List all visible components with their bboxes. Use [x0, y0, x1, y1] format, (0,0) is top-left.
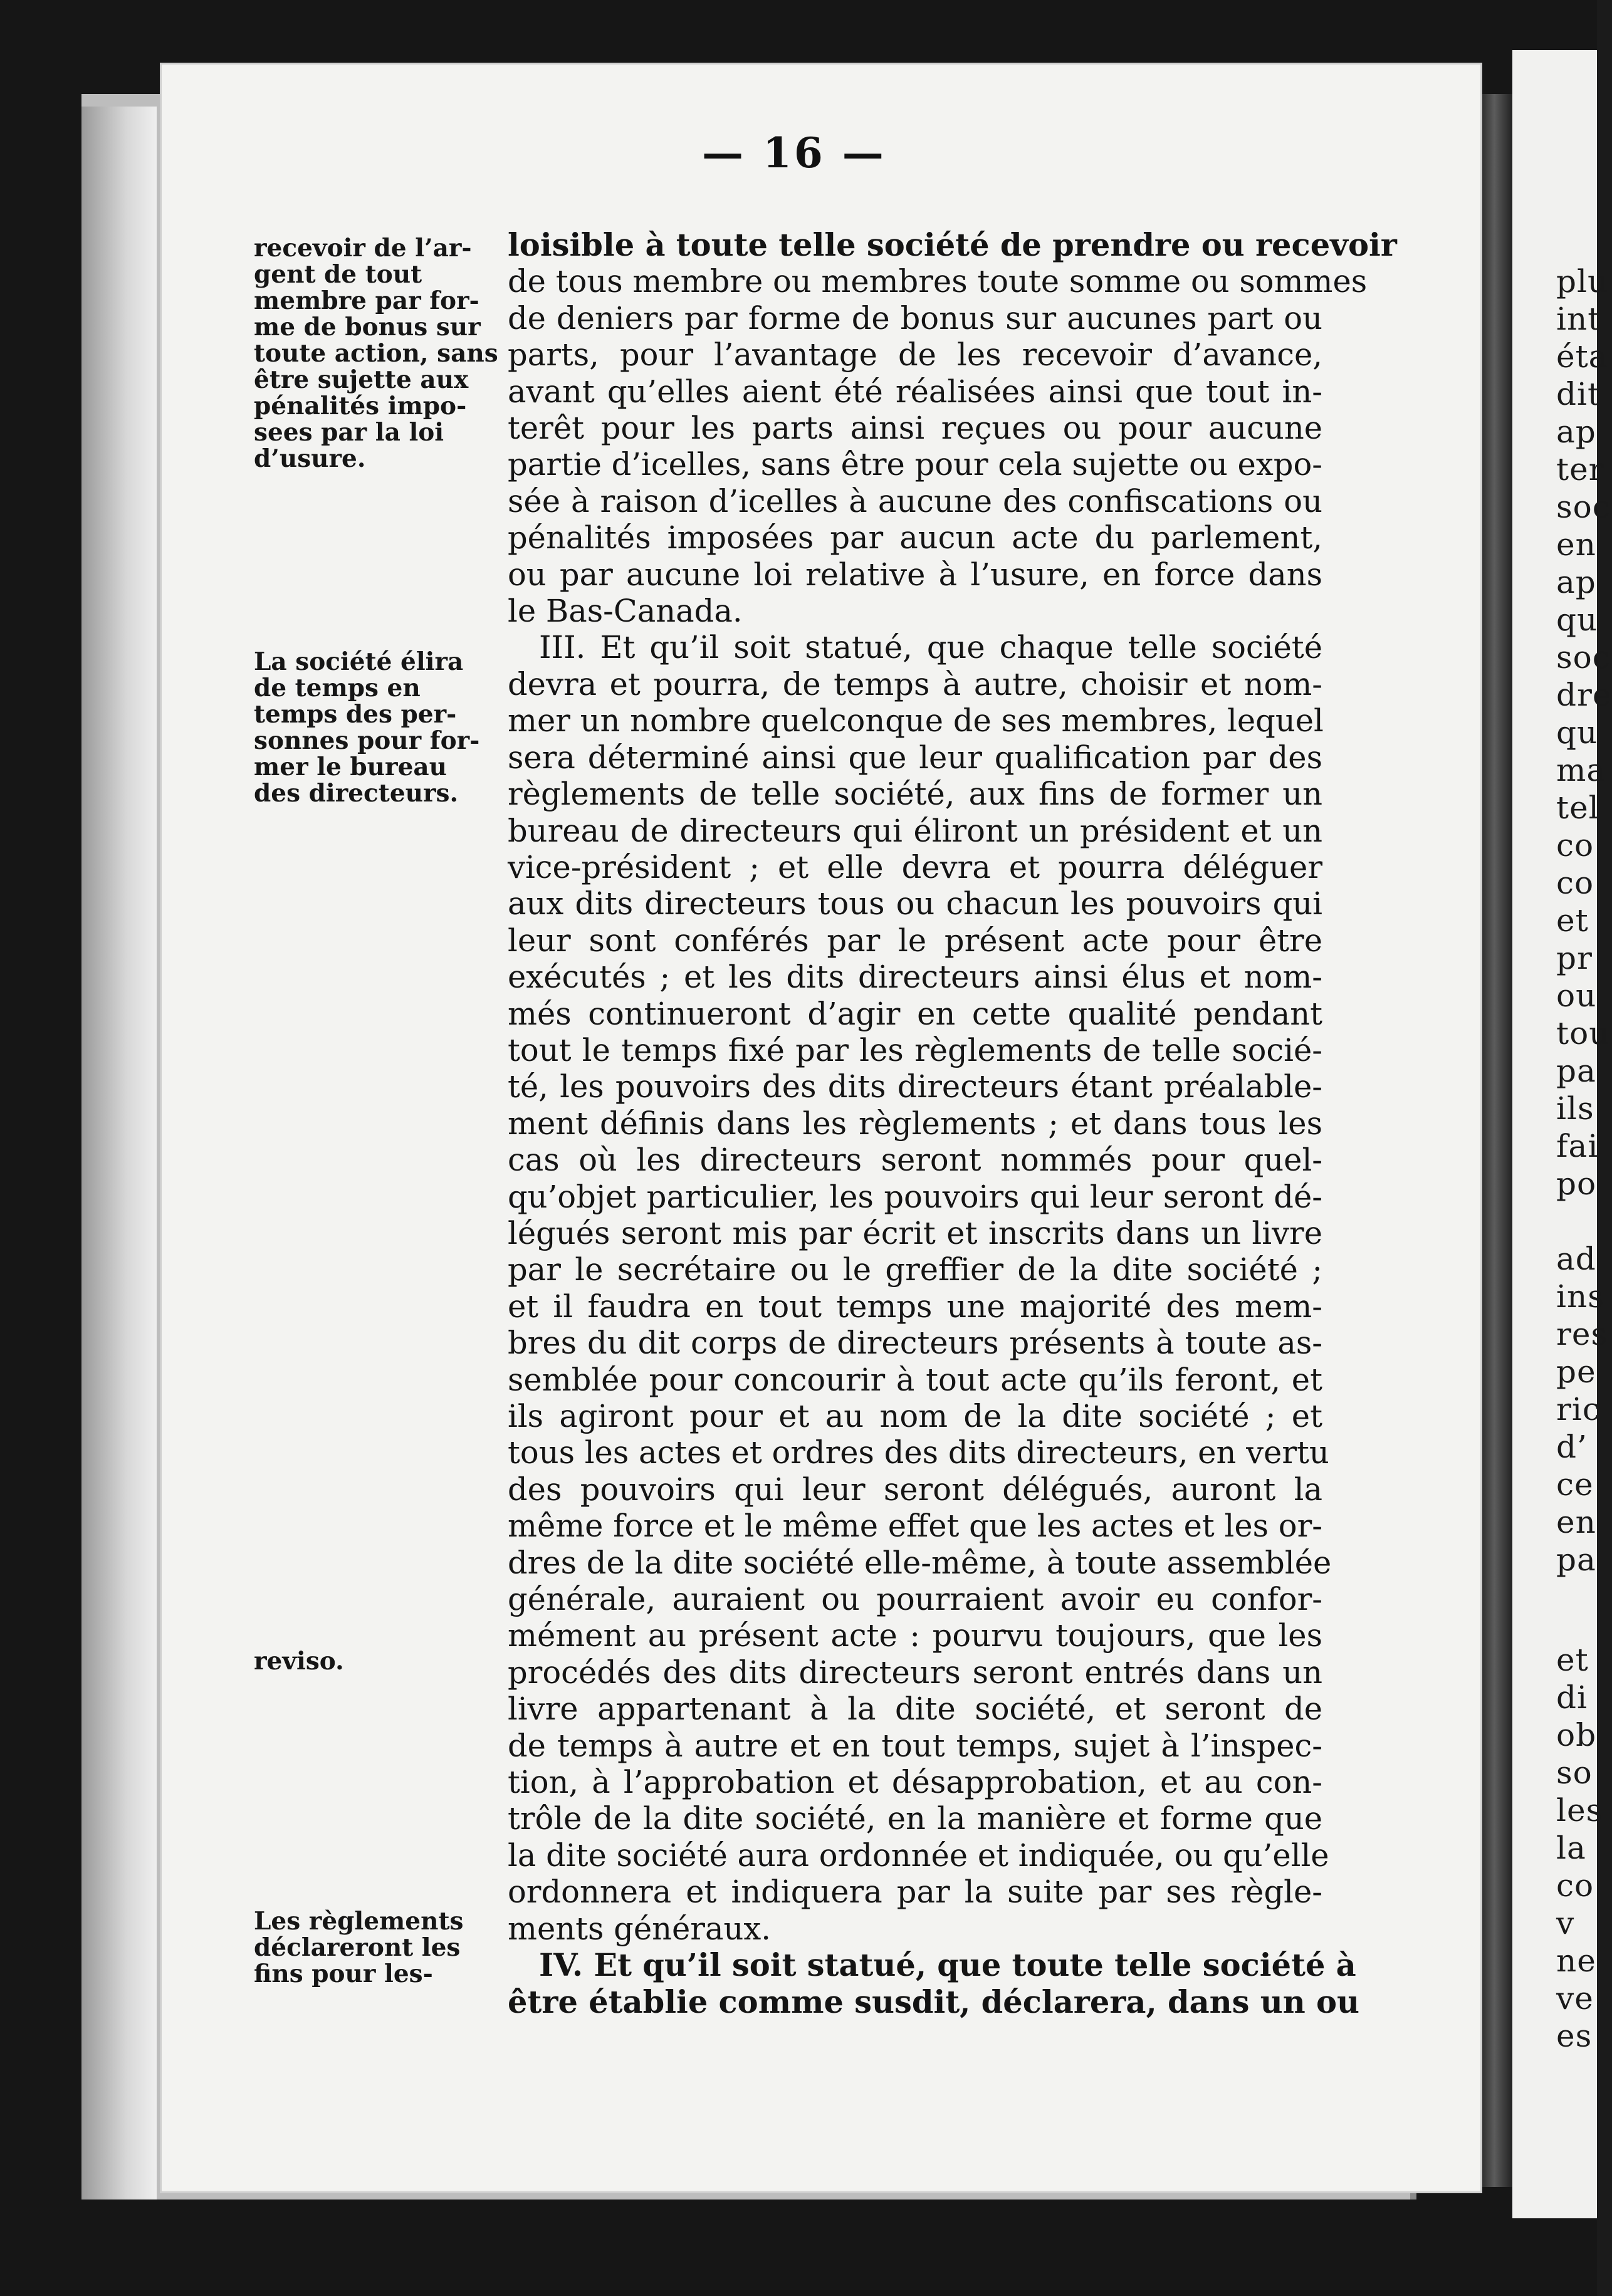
body-line: mer un nombre quelconque de ses membres, lequel — [508, 702, 1324, 739]
body-line: té, les pouvoirs des dits directeurs étant préalable- — [508, 1068, 1322, 1105]
facing-page-fragment: dit — [1556, 376, 1601, 412]
facing-page-fragment: et — [1556, 1642, 1589, 1678]
facing-page-fragment: ou — [1556, 978, 1597, 1014]
body-line: exécutés ; et les dits directeurs ainsi élus et nom- — [508, 959, 1322, 996]
facing-page-fragment: po — [1556, 1166, 1597, 1202]
margin-note-line: mer le bureau — [254, 753, 447, 781]
facing-page-fragment: res — [1556, 1316, 1608, 1352]
margin-note-line: recevoir de l’ar- — [254, 234, 472, 263]
body-line: ments généraux. — [508, 1910, 772, 1947]
margin-note-line: La société élira — [254, 647, 464, 676]
margin-note-line: reviso. — [254, 1647, 344, 1676]
facing-page-fragment: pa — [1556, 1542, 1596, 1578]
body-line: semblée pour concourir à tout acte qu’ils feront, et — [508, 1361, 1322, 1398]
margin-note-line: me de bonus sur — [254, 313, 481, 342]
margin-note-line: sees par la loi — [254, 418, 444, 447]
body-line: sée à raison d’icelles à aucune des confiscations ou — [508, 483, 1322, 519]
margin-note-directors — [254, 649, 486, 806]
facing-page-fragment: ils — [1556, 1090, 1594, 1127]
facing-page-fragment: co — [1556, 827, 1594, 864]
facing-page-fragment: pr — [1556, 940, 1593, 976]
margin-note-line: des directeurs. — [254, 779, 459, 808]
body-line: més continueront d’agir en cette qualité pendant — [508, 995, 1322, 1032]
body-line: parts, pour l’avantage de les recevoir d’avance, — [508, 337, 1322, 373]
body-line: pénalités imposées par aucun acte du parlement, — [508, 519, 1322, 556]
body-line: bres du dit corps de directeurs présents à toute as- — [508, 1325, 1322, 1362]
facing-page-fragment: int — [1556, 301, 1601, 337]
facing-page — [1512, 50, 1612, 2218]
body-line: par le secrétaire ou le greffier de la dite société ; — [508, 1251, 1322, 1288]
facing-page-fragment: ob — [1556, 1717, 1597, 1753]
facing-page-fragment: co — [1556, 865, 1594, 901]
facing-page-fragment: les — [1556, 1792, 1603, 1829]
facing-page-fragment: soc — [1556, 489, 1611, 525]
body-line: procédés des dits directeurs seront entrés dans un — [508, 1654, 1322, 1691]
body-line: avant qu’elles aient été réalisées ainsi que tout in- — [508, 373, 1322, 410]
body-line: de temps à autre et en tout temps, sujet à l’inspec- — [508, 1727, 1322, 1764]
body-line: III. Et qu’il soit statué, que chaque telle société — [539, 629, 1322, 666]
body-line: IV. Et qu’il soit statué, que toute telle société à — [539, 1947, 1356, 1984]
facing-page-fragment: la — [1556, 1830, 1586, 1866]
body-line: trôle de la dite société, en la manière et forme que — [508, 1800, 1322, 1837]
margin-note-line: de temps en — [254, 674, 421, 702]
margin-note-line: être sujette aux — [254, 365, 469, 394]
body-line: de deniers par forme de bonus sur aucunes part ou — [508, 300, 1322, 337]
facing-page-fragment: dre — [1556, 677, 1612, 713]
facing-page-fragment: éta — [1556, 338, 1608, 375]
body-line: dres de la dite société elle-même, à toute assemblée — [508, 1544, 1332, 1581]
body-line: mément au présent acte : pourvu toujours, que les — [508, 1617, 1322, 1654]
facing-page-fragment: ad — [1556, 1241, 1596, 1277]
facing-page-fragment: en — [1556, 526, 1596, 563]
facing-page-fragment: ins — [1556, 1278, 1604, 1315]
facing-page-fragment: ap — [1556, 414, 1596, 450]
body-line: tous les actes et ordres des dits directeurs, en vertu — [508, 1434, 1329, 1471]
margin-note-bonus — [254, 234, 498, 473]
facing-page-fragment: qu — [1556, 602, 1598, 638]
body-line: le Bas-Canada. — [508, 593, 743, 630]
margin-note-line: temps des per- — [254, 700, 457, 729]
margin-note-proviso — [254, 1648, 486, 1674]
facing-page-fragment: en — [1556, 1504, 1596, 1540]
body-line: légués seront mis par écrit et inscrits dans un livre — [508, 1214, 1322, 1251]
facing-page-fragment: ric — [1556, 1391, 1601, 1427]
body-line: terêt pour les parts ainsi reçues ou pour aucune — [508, 410, 1322, 447]
facing-page-fragment: es — [1556, 2018, 1593, 2054]
body-line: qu’objet particulier, les pouvoirs qui leur seront dé- — [508, 1178, 1322, 1215]
body-line: sera déterminé ainsi que leur qualification par des — [508, 739, 1322, 776]
margin-note-line: fins pour les- — [254, 1959, 433, 1988]
facing-page-fragment: plu — [1556, 263, 1609, 300]
facing-page-fragment: fai — [1556, 1128, 1599, 1164]
margin-note-line: déclareront les — [254, 1933, 461, 1962]
body-line: bureau de directeurs qui éliront un président et un — [508, 812, 1322, 849]
body-line: ment définis dans les règlements ; et dans tous les — [508, 1105, 1322, 1142]
body-line: générale, auraient ou pourraient avoir eu confor- — [508, 1581, 1322, 1618]
body-line: vice-président ; et elle devra et pourra déléguer — [508, 848, 1322, 885]
facing-page-fragment: d’ — [1556, 1429, 1588, 1465]
body-line: tion, à l’approbation et désapprobation, et au con- — [508, 1764, 1322, 1801]
body-line: partie d’icelles, sans être pour cela sujette ou expo- — [508, 446, 1322, 483]
body-line: ils agiront pour et au nom de la dite société ; et — [508, 1398, 1322, 1434]
facing-page-fragment: ma — [1556, 752, 1606, 788]
facing-page-fragment: ter — [1556, 451, 1604, 488]
facing-page-fragment: pe — [1556, 1354, 1596, 1390]
facing-page-fragment: et — [1556, 902, 1589, 939]
facing-page-fragment: tel — [1556, 790, 1599, 826]
margin-note-line: membre par for- — [254, 286, 479, 315]
body-line: des pouvoirs qui leur seront délégués, auront la — [508, 1471, 1322, 1508]
facing-page-fragment: qu — [1556, 714, 1598, 751]
margin-note-line: sonnes pour for- — [254, 726, 480, 755]
margin-note-line: pénalités impo- — [254, 392, 467, 420]
facing-page-fragment: soc — [1556, 639, 1611, 676]
margin-note-line: d’usure. — [254, 444, 366, 473]
body-line: leur sont conférés par le présent acte pour être — [508, 922, 1322, 959]
body-line: être établie comme susdit, déclarera, dans un ou — [508, 1983, 1359, 2020]
body-line: et il faudra en tout temps une majorité des mem- — [508, 1288, 1322, 1325]
body-line: loisible à toute telle société de prendre ou recevoir — [508, 227, 1397, 263]
margin-note-reglements — [254, 1908, 486, 1987]
margin-note-line: gent de tout — [254, 260, 422, 289]
facing-page-fragment: co — [1556, 1867, 1594, 1904]
facing-page-fragment: pa — [1556, 1053, 1596, 1089]
facing-page-fragment: ap — [1556, 564, 1596, 600]
page-edge-shadow — [81, 107, 157, 2199]
margin-note-line: Les règlements — [254, 1907, 464, 1936]
body-line: tout le temps fixé par les règlements de telle socié- — [508, 1031, 1322, 1068]
body-line: livre appartenant à la dite société, et seront de — [508, 1691, 1322, 1728]
facing-page-fragment: so — [1556, 1755, 1593, 1791]
body-line: devra et pourra, de temps à autre, choisir et nom- — [508, 665, 1322, 702]
body-line: règlements de telle société, aux fins de former un — [508, 776, 1322, 813]
body-line: de tous membre ou membres toute somme ou sommes — [508, 263, 1368, 300]
body-line: cas où les directeurs seront nommés pour quel- — [508, 1142, 1322, 1179]
facing-page-fragment: tou — [1556, 1015, 1610, 1051]
body-line: ou par aucune loi relative à l’usure, en force dans — [508, 556, 1322, 593]
book-gutter — [1482, 94, 1512, 2187]
facing-page-fragment: di — [1556, 1679, 1588, 1716]
body-line: ordonnera et indiquera par la suite par ses règle- — [508, 1874, 1322, 1911]
facing-page-fragment: ne — [1556, 1943, 1596, 1979]
facing-page-fragment: ce — [1556, 1466, 1594, 1503]
facing-page-fragment: v — [1556, 1905, 1575, 1941]
page-number: — 16 — — [702, 128, 886, 177]
body-line: même force et le même effet que les actes et les or- — [508, 1508, 1322, 1545]
facing-page-fragment: ve — [1556, 1980, 1594, 2017]
body-text — [508, 227, 1397, 2020]
body-line: aux dits directeurs tous ou chacun les pouvoirs qui — [508, 885, 1322, 922]
margin-note-line: toute action, sans — [254, 339, 498, 368]
body-line: la dite société aura ordonnée et indiquée, ou qu’elle — [508, 1837, 1329, 1874]
